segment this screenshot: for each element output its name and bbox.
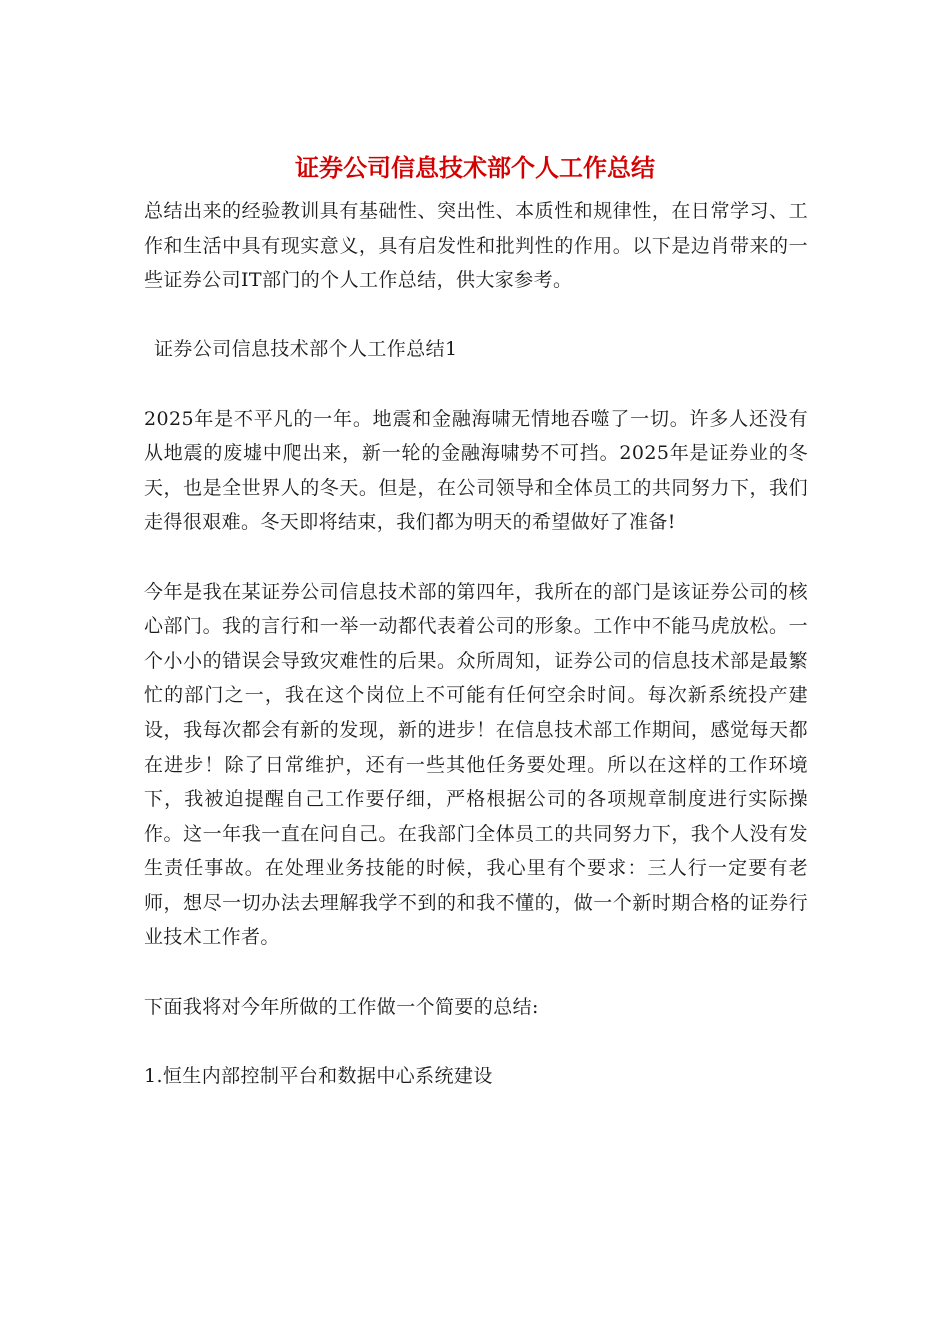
paragraph-spacer xyxy=(144,1024,808,1059)
paragraph-spacer xyxy=(144,298,808,333)
body-paragraph: 2025年是不平凡的一年。地震和金融海啸无情地吞噬了一切。许多人还没有从地震的废墟中爬出来，新一轮的金融海啸势不可挡。2025年是证券业的冬天，也是全世界人的冬天。但是，在公司领导和全体员工的共同努力下，我们走得很艰难。冬天即将结束，我们都为明天的希望做好了准备! xyxy=(144,407,808,534)
paragraph-spacer xyxy=(144,955,808,990)
body-paragraph: 今年是我在某证券公司信息技术部的第四年，我所在的部门是该证券公司的核心部门。我的言行和一举一动都代表着公司的形象。工作中不能马虎放松。一个小小的错误会导致灾难性的后果。众所周知，证券公司的信息技术部是最繁忙的部门之一，我在这个岗位上不可能有任何空余时间。每次新系统投产建设，我每次都会有新的发现，新的进步！在信息技术部工作期间，感觉每天都在进步！除了日常维护，还有一些其他任务要处理。所以在这样的工作环境下，我被迫提醒自己工作要仔细，严格根据公司的各项规章制度进行实际操作。这一年我一直在问自己。在我部门全体员工的共同努力下，我个人没有发生责任事故。在处理业务技能的时候，我心里有个要求：三人行一定要有老师，想尽一切办法去理解我学不到的和我不懂的，做一个新时期合格的证券行业技术工作者。 xyxy=(144,580,808,949)
document-body xyxy=(144,194,808,1093)
document-title: 证券公司信息技术部个人工作总结 xyxy=(295,154,655,182)
paragraph-spacer xyxy=(144,367,808,402)
paragraph-spacer xyxy=(144,540,808,575)
body-paragraph: 下面我将对今年所做的工作做一个简要的总结: xyxy=(144,995,539,1018)
list-item-heading: 1.恒生内部控制平台和数据中心系统建设 xyxy=(144,1064,493,1087)
intro-paragraph: 总结出来的经验教训具有基础性、突出性、本质性和规律性，在日常学习、工作和生活中具有现实意义，具有启发性和批判性的作用。以下是边肖带来的一些证券公司IT部门的个人工作总结，供大家参考。 xyxy=(144,200,808,292)
section-heading: 证券公司信息技术部个人工作总结1 xyxy=(154,338,458,361)
